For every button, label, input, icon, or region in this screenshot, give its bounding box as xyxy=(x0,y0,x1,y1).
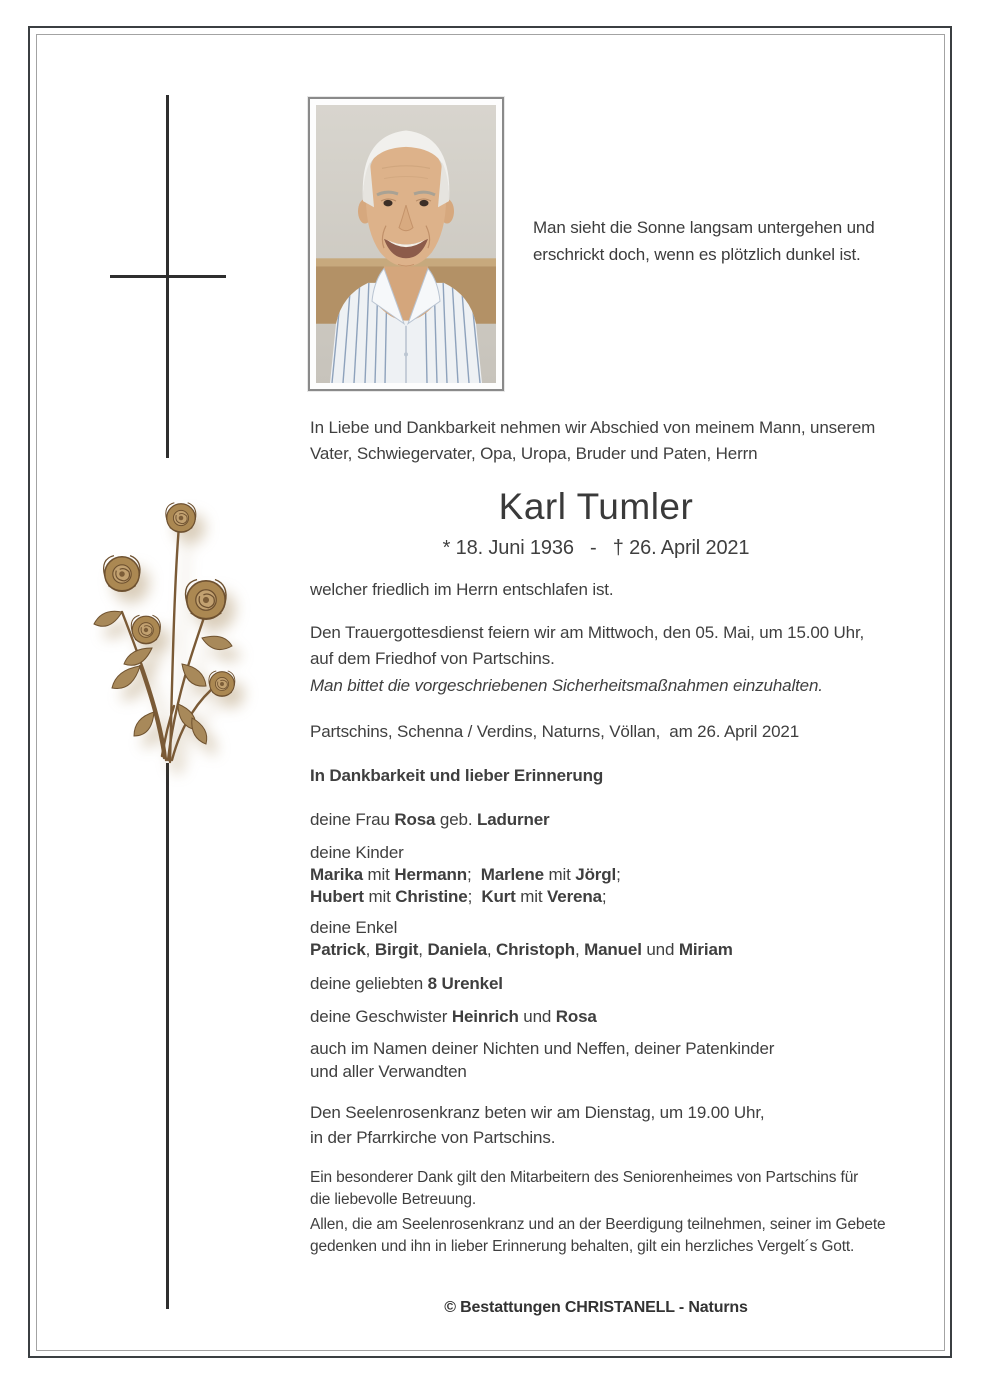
announcement-line: Vater, Schwiegervater, Opa, Uropa, Bruder und Paten, Herrn xyxy=(310,444,758,463)
children-group xyxy=(310,842,621,908)
funeral-home-credit: © Bestattungen CHRISTANELL - Naturns xyxy=(444,1299,748,1316)
announcement-line: In Liebe und Dankbarkeit nehmen wir Abschied von meinem Mann, unserem xyxy=(310,418,876,437)
funeral-service-paragraph xyxy=(310,620,864,672)
thanks-line: die liebevolle Betreuung. xyxy=(310,1191,477,1208)
wife-line: deine Frau Rosa geb. Ladurner xyxy=(310,810,550,829)
thanks-paragraph-2 xyxy=(310,1214,886,1258)
birth-death-dates: * 18. Juni 1936 - † 26. April 2021 xyxy=(442,537,750,559)
main-text-column xyxy=(310,0,886,1389)
siblings-line: deine Geschwister Heinrich und Rosa xyxy=(310,1007,597,1026)
rosary-line: in der Pfarrkirche von Partschins. xyxy=(310,1128,556,1147)
quote-line: erschrickt doch, wenn es plötzlich dunkel ist. xyxy=(533,245,861,264)
children-line: Marika mit Hermann; Marlene mit Jörgl; xyxy=(310,865,621,884)
memorial-cross-icon xyxy=(110,275,226,278)
announcement-paragraph xyxy=(310,415,875,467)
quote-line: Man sieht die Sonne langsam untergehen und xyxy=(533,218,875,237)
rosary-line: Den Seelenrosenkranz beten wir am Dienstag, um 19.00 Uhr, xyxy=(310,1103,765,1122)
thanks-line: gedenken und ihn in lieber Erinnerung behalten, gilt ein herzliches Vergelt´s Gott. xyxy=(310,1238,855,1255)
nieces-line: auch im Namen deiner Nichten und Neffen, deiner Patenkinder xyxy=(310,1039,775,1058)
grandchildren-line: Patrick, Birgit, Daniela, Christoph, Manuel und Miriam xyxy=(310,940,733,959)
thanks-line: Ein besonderer Dank gilt den Mitarbeitern des Seniorenheimes von Partschins für xyxy=(310,1169,859,1186)
funeral-service-line: Den Trauergottesdienst feiern wir am Mittwoch, den 05. Mai, um 15.00 Uhr, xyxy=(310,623,865,642)
thanks-paragraph-1 xyxy=(310,1167,858,1211)
gratitude-heading: In Dankbarkeit und lieber Erinnerung xyxy=(310,766,604,785)
grandchildren-label: deine Enkel xyxy=(310,918,398,937)
funeral-service-line: auf dem Friedhof von Partschins. xyxy=(310,649,555,668)
rosary-paragraph xyxy=(310,1100,764,1150)
children-line: Hubert mit Christine; Kurt mit Verena; xyxy=(310,887,607,906)
great-grandchildren-line: deine geliebten 8 Urenkel xyxy=(310,974,503,993)
nieces-paragraph xyxy=(310,1037,774,1083)
safety-note: Man bittet die vorgeschriebenen Sicherheitsmaßnahmen einzuhalten. xyxy=(310,676,823,695)
passing-line: welcher friedlich im Herrn entschlafen ist. xyxy=(310,580,614,599)
thanks-line: Allen, die am Seelenrosenkranz und an der Beerdigung teilnehmen, seiner im Gebete xyxy=(310,1216,886,1233)
places-date-line: Partschins, Schenna / Verdins, Naturns, Völlan, am 26. April 2021 xyxy=(310,722,800,741)
grandchildren-group xyxy=(310,917,733,961)
memorial-cross-icon xyxy=(166,763,169,1309)
deceased-name: Karl Tumler xyxy=(498,486,694,527)
children-label: deine Kinder xyxy=(310,843,404,862)
nieces-line: und aller Verwandten xyxy=(310,1062,467,1081)
bronze-roses-icon xyxy=(82,460,252,765)
